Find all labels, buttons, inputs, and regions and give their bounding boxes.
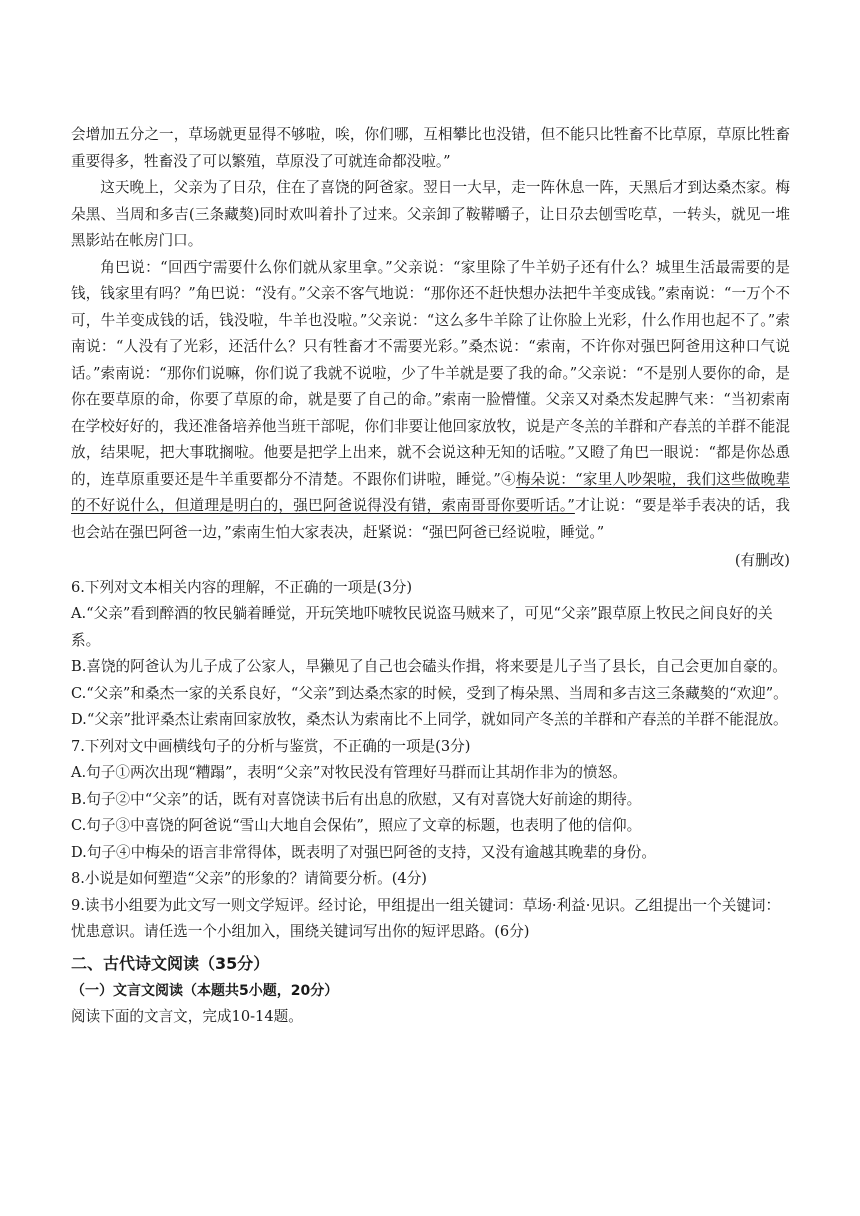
question-6-option-b: B.喜饶的阿爸认为儿子成了公家人，旱獭见了自己也会磕头作揖，将来要是儿子当了县长，自己会更加自豪的。 [71,658,787,675]
question-6-option-d: D.“父亲”批评桑杰让索南回家放牧，桑杰认为索南比不上同学，就如同产冬羔的羊群和产春羔的羊群不能混放。 [71,711,788,728]
question-7-option-c: C.句子③中喜饶的阿爸说“雪山大地自会保佑”，照应了文章的标题，也表明了他的信仰。 [71,817,642,834]
passage-paragraph-1: 会增加五分之一，草场就更显得不够啦，唉，你们哪，互相攀比也没错，但不能只比牲畜不比草原，草原比牲畜重要得多，牲畜没了可以繁殖，草原没了可就连命都没啦。” [71,126,790,170]
question-7-option-d: D.句子④中梅朵的语言非常得体，既表明了对强巴阿爸的支持，又没有逾越其晚辈的身份。 [71,843,656,861]
question-9: 9.读书小组要为此文写一则文学短评。经讨论，甲组提出一组关键词：草场·利益·见识。乙组提出一个关键词：忧患意识。请任选一个小组加入，围绕关键词写出你的短评思路。(6分) [71,896,781,940]
question-6-option-c: C.“父亲”和桑杰一家的关系良好，“父亲”到达桑杰家的时候，受到了梅朵黑、当周和多吉这三条藏獒的“欢迎”。 [71,684,788,702]
section-2-subtitle: （一）文言文阅读（本题共5小题，20分） [71,982,339,999]
question-8: 8.小说是如何塑造“父亲”的形象的？请简要分析。(4分) [71,870,427,887]
question-7-option-b: B.句子②中“父亲”的话，既有对喜饶读书后有出息的欣慰，又有对喜饶大好前途的期待。 [71,790,642,808]
section-2-instruction: 阅读下面的文言文，完成10-14题。 [71,1007,303,1025]
question-6-option-a: A.“父亲”看到醉酒的牧民躺着睡觉，开玩笑地吓唬牧民说盗马贼来了，可见“父亲”跟草原上牧民之间良好的关系。 [71,605,773,649]
question-7-option-a: A.句子①两次出现“糟蹋”，表明“父亲”对牧民没有管理好马群而让其胡作非为的愤怒。 [71,764,627,781]
underlined-sentence-4: 梅朵说：“家里人吵架啦，我们这些做晚辈的不好说什么，但道理是明白的，强巴阿爸说得没有错，索南哥哥你要听话。” [71,470,790,514]
question-7: 7.下列对文中画横线句子的分析与鉴赏，不正确的一项是(3分) [71,737,471,755]
passage-paragraph-3 [71,255,790,547]
passage-paragraph-2: 这天晚上，父亲为了日尕，住在了喜饶的阿爸家。翌日一大早，走一阵休息一阵，天黑后才到达桑杰家。梅朵黑、当周和多吉(三条藏獒)同时欢叫着扑了过来。父亲卸了鞍鞯嚼子，让日尕去刨雪吃草，一转头，就见一堆黑影站在帐房门口。 [71,179,790,249]
passage-paragraph-3-ending: 才让说：“要是举手表决的话，我也会站在强巴阿爸一边，”索南生怕大家表决，赶紧说：“强巴阿爸已经说啦，睡觉。” [71,497,790,541]
section-2-title: 二、古代诗文阅读（35分） [71,953,270,973]
source-note: (有删改) [734,552,790,569]
question-6: 6.下列对文本相关内容的理解，不正确的一项是(3分) [71,578,413,596]
passage-paragraph-3-text: 角巴说：“回西宁需要什么你们就从家里拿。”父亲说：“家里除了牛羊奶子还有什么？城里生活最需要的是钱，钱家里有吗？”角巴说：“没有。”父亲不客气地说：“那你还不赶快想办法把牛羊变成钱。”索南说：“一万个不可，牛羊变成钱的话，钱没啦，牛羊也没啦。”父亲说：“这么多牛羊除了让你脸上光彩，什么作用也起不了。”索南说：“人没有了光彩，还活什么？只有牲畜才不需要光彩。”桑杰说：“索南，不许你对强巴阿爸用这种口气说话。”索南说：“那你们说嘛，你们说了我就不说啦，少了牛羊就是要了我的命。”父亲说：“不是别人要你的命，是你在要草原的命，你要了草原的命，就是要了自己的命。”索南一脸懵懂。父亲又对桑杰发起脾气来：“当初索南在学校好好的，我还准备培养他当班干部呢，你们非要让他回家放牧，说是产冬羔的羊群和产春羔的羊群不能混放，结果呢，把大事耽搁啦。他要是把学上出来，就不会说这种无知的话啦。”又瞪了角巴一眼说：“都是你怂恿的，连草原重要还是牛羊重要都分不清楚。不跟你们讲啦，睡觉。”④ [71,258,790,488]
